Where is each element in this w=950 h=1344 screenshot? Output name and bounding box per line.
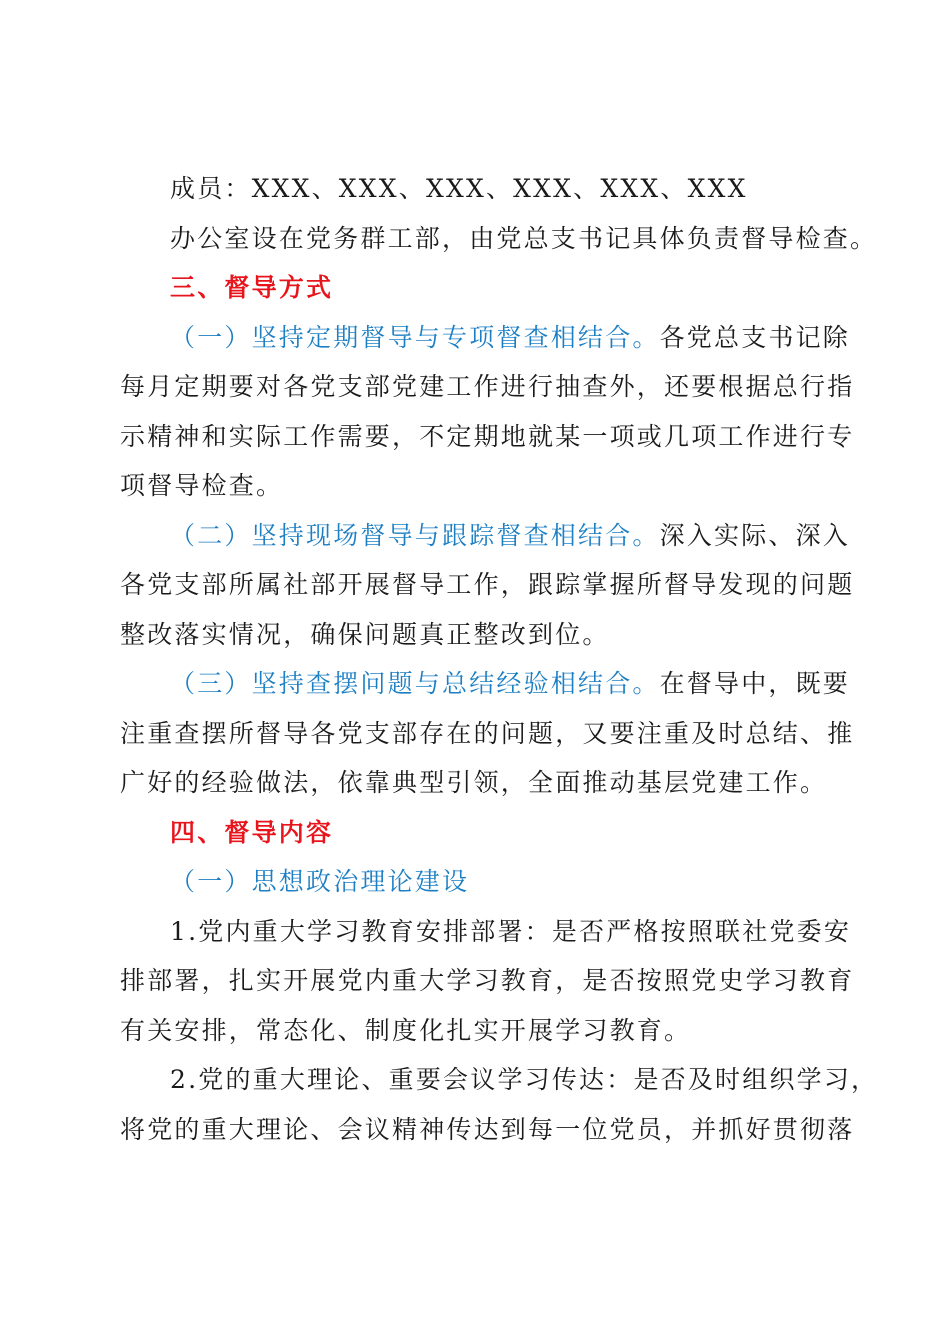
s3-item2-heading: （二）坚持现场督导与跟踪督查相结合。 [170, 520, 660, 550]
s3-item3-first-line [120, 659, 851, 709]
s3-item3-line-2: 注重查摆所督导各党支部存在的问题，又要注重及时总结、推 [120, 718, 855, 748]
s3-item1-line-2: 每月定期要对各党支部党建工作进行抽查外，还要根据总行指 [120, 372, 855, 401]
s3-item2-line-3: 整改落实情况，确保问题真正整改到位。 [120, 619, 610, 649]
s3-item1-heading: （一）坚持定期督导与专项督查相结合。 [170, 322, 660, 352]
s3-item2-text: 深入实际、深入 [659, 520, 851, 550]
section-4-title: 四、督导内容 [170, 817, 334, 847]
s4-p2-line-2: 将党的重大理论、会议精神传达到每一位党员，并抓好贯彻落 [120, 1114, 855, 1144]
s4-p2-line-1: 2.党的重大理论、重要会议学习传达：是否及时组织学习， [170, 1065, 879, 1094]
s3-item1-line-4: 项督导检查。 [120, 471, 284, 500]
s3-item1-first-line [120, 313, 851, 363]
s3-item2-line-2: 各党支部所属社部开展督导工作，跟踪掌握所督导发现的问题 [120, 570, 855, 599]
s4-subheading-1: （一）思想政治理论建设 [170, 867, 470, 896]
s4-p1-line-2: 排部署，扎实开展党内重大学习教育，是否按照党史学习教育 [120, 966, 855, 995]
s4-p1-line-1: 1.党内重大学习教育安排部署：是否严格按照联社党委安 [170, 916, 852, 946]
s3-item3-line-3: 广好的经验做法，依靠典型引领，全面推动基层党建工作。 [120, 768, 828, 797]
section-3-title: 三、督导方式 [170, 273, 334, 302]
s3-item3-text: 在督导中，既要 [659, 669, 851, 698]
document-body [120, 164, 879, 1154]
s3-item3-heading: （三）坚持查摆问题与总结经验相结合。 [170, 669, 660, 698]
office-line: 办公室设在党务群工部，由党总支书记具体负责督导检查。 [170, 223, 878, 253]
members-line: 成员：XXX、XXX、XXX、XXX、XXX、XXX [170, 174, 748, 203]
s4-p1-line-3: 有关安排，常态化、制度化扎实开展学习教育。 [120, 1015, 692, 1045]
s3-item1-text: 各党总支书记除 [659, 322, 851, 352]
s3-item2-first-line [120, 511, 851, 561]
s3-item1-line-3: 示精神和实际工作需要，不定期地就某一项或几项工作进行专 [120, 421, 855, 451]
